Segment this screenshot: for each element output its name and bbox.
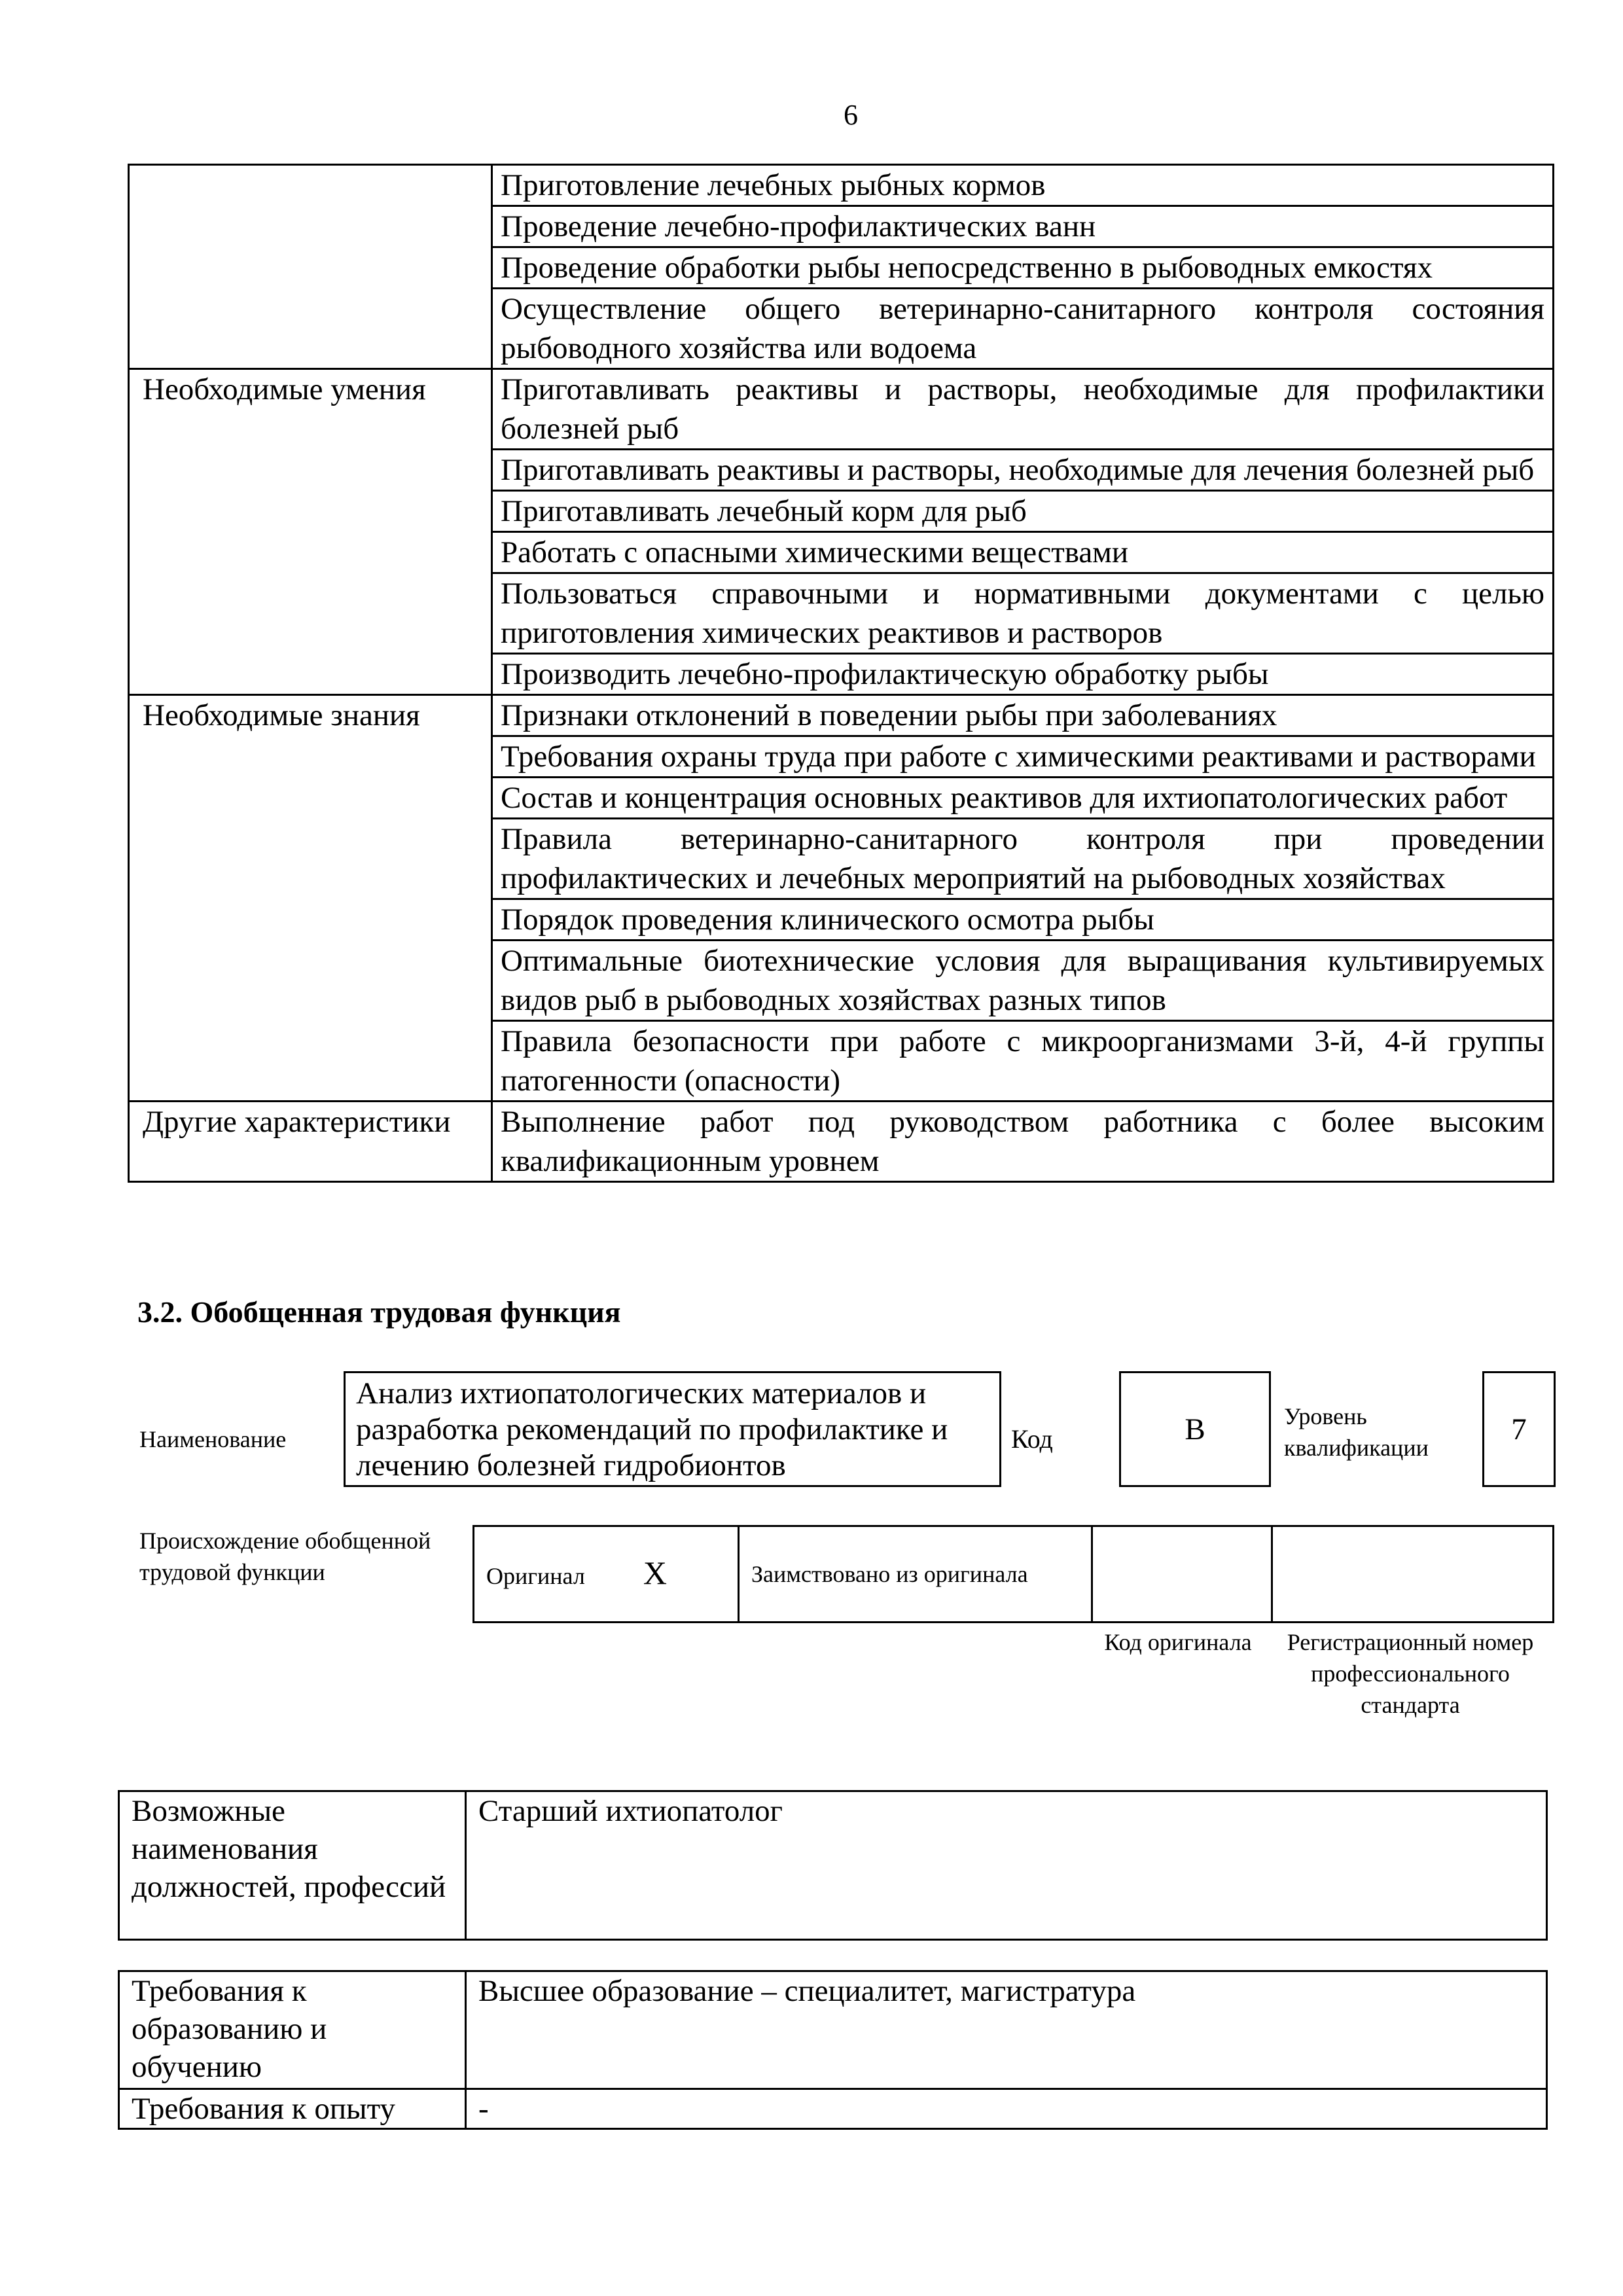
code-box: [1119, 1371, 1271, 1487]
group-label: Необходимые знания: [129, 695, 492, 1102]
code-value: B: [1185, 1412, 1205, 1446]
section-title: 3.2. Обобщенная трудовая функция: [137, 1295, 621, 1329]
requirement-item: Приготавливать реактивы и растворы, необходимые для лечения болезней рыб: [492, 450, 1554, 491]
origin-reg-cell: [1272, 1526, 1554, 1623]
requirement-item: Проведение лечебно-профилактических ванн: [492, 206, 1554, 247]
function-name-value: Анализ ихтиопатологических материалов и разработка рекомендаций по профилактике и лечению болезней гидробионтов: [356, 1376, 948, 1482]
requirement-item: Правила безопасности при работе с микроорганизмами 3-й, 4-й группы патогенности (опасности): [492, 1021, 1554, 1102]
requirement-item: Правила ветеринарно-санитарного контроля при проведении профилактических и лечебных мероприятий на рыбоводных хозяйствах: [492, 819, 1554, 899]
table-row: [129, 165, 1554, 206]
requirements-table: [128, 164, 1554, 1183]
requirement-item: Производить лечебно-профилактическую обработку рыбы: [492, 654, 1554, 695]
level-box: [1482, 1371, 1556, 1487]
positions-value: Старший ихтиопатолог: [466, 1791, 1547, 1940]
name-label: Наименование: [139, 1426, 287, 1452]
group-label: Необходимые умения: [129, 369, 492, 695]
requirement-item: Приготавливать реактивы и растворы, необходимые для профилактики болезней рыб: [492, 369, 1554, 450]
requirement-item: Оптимальные биотехнические условия для выращивания культивируемых видов рыб в рыбоводных хозяйствах разных типов: [492, 941, 1554, 1021]
function-name-box: [344, 1371, 1001, 1487]
reg-caption: Регистрационный номер профессионального стандарта: [1287, 1629, 1534, 1718]
table-row: [129, 1102, 1554, 1182]
education-value: Высшее образование – специалитет, магистратура: [466, 1971, 1547, 2089]
origin-label: Происхождение обобщенной трудовой функции: [139, 1528, 431, 1585]
level-label: Уровень квалификации: [1284, 1403, 1429, 1461]
requirement-item: Приготавливать лечебный корм для рыб: [492, 491, 1554, 532]
table-row: [129, 695, 1554, 736]
requirement-item: Проведение обработки рыбы непосредственно в рыбоводных емкостях: [492, 247, 1554, 289]
requirement-item: Состав и концентрация основных реактивов для ихтиопатологических работ: [492, 778, 1554, 819]
requirement-item: Выполнение работ под руководством работника с более высоким квалификационным уровнем: [492, 1102, 1554, 1182]
requirement-item: Признаки отклонений в поведении рыбы при заболеваниях: [492, 695, 1554, 736]
level-value: 7: [1511, 1412, 1527, 1446]
table-row: [129, 369, 1554, 450]
page-number: 6: [844, 99, 858, 131]
code-label: Код: [1011, 1424, 1053, 1454]
origin-borrowed-cell: [739, 1526, 1092, 1623]
positions-table: [118, 1790, 1548, 1941]
origin-original-cell: [474, 1526, 739, 1623]
origin-code-cell: [1092, 1526, 1272, 1623]
original-label: Оригинал: [486, 1562, 585, 1589]
requirement-item: Порядок проведения клинического осмотра рыбы: [492, 899, 1554, 941]
positions-label: Возможные наименования должностей, профессий: [119, 1791, 466, 1940]
original-mark: X: [643, 1554, 667, 1591]
education-table: [118, 1970, 1548, 2130]
requirement-item: Работать с опасными химическими веществами: [492, 532, 1554, 573]
group-label: Другие характеристики: [129, 1102, 492, 1182]
requirement-item: Осуществление общего ветеринарно-санитарного контроля состояния рыбоводного хозяйства или водоема: [492, 289, 1554, 369]
requirement-item: Пользоваться справочными и нормативными документами с целью приготовления химических реактивов и растворов: [492, 573, 1554, 654]
group-label: [129, 165, 492, 369]
origin-table: [473, 1525, 1554, 1623]
borrowed-label: Заимствовано из оригинала: [751, 1561, 1028, 1587]
requirement-item: Требования охраны труда при работе с химическими реактивами и растворами: [492, 736, 1554, 778]
experience-label: Требования к опыту: [119, 2089, 466, 2129]
code-caption: Код оригинала: [1104, 1629, 1252, 1655]
experience-value: -: [466, 2089, 1547, 2129]
education-label: Требования к образованию и обучению: [119, 1971, 466, 2089]
requirement-item: Приготовление лечебных рыбных кормов: [492, 165, 1554, 206]
